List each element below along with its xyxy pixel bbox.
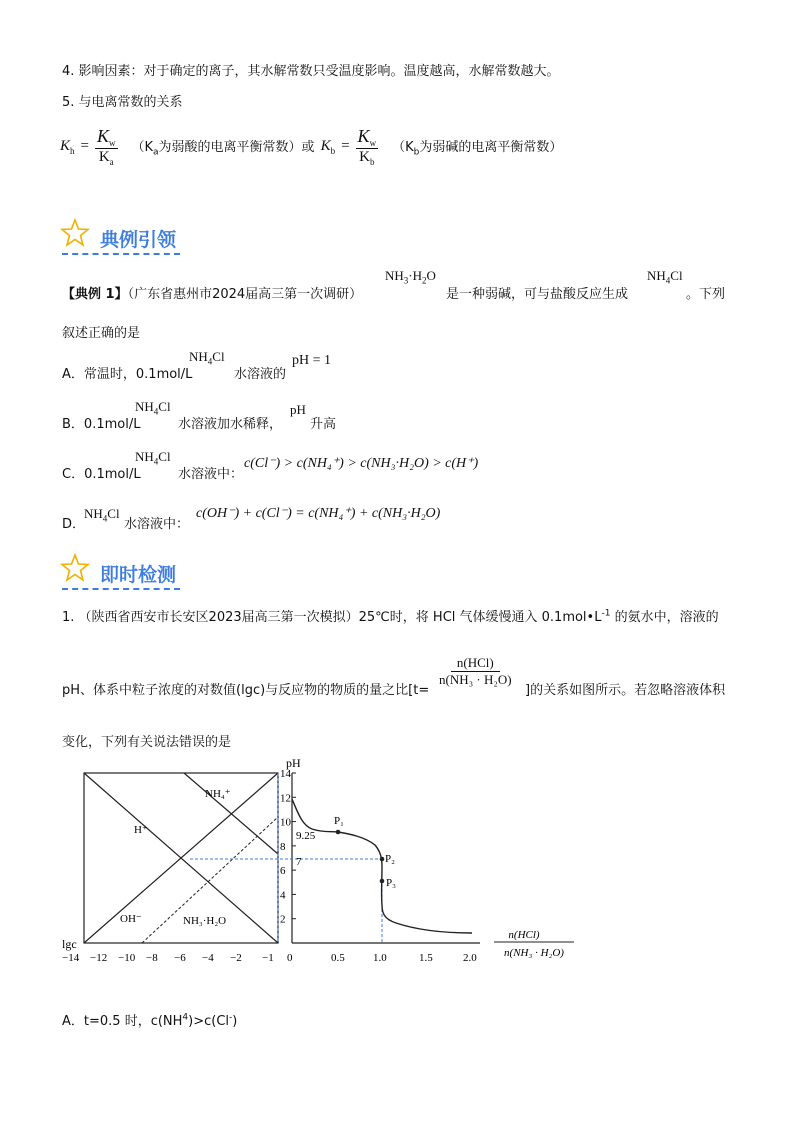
kw-over-kb: $\frac{K_w}{K_b}$ xyxy=(357,126,377,167)
question-1-line-2a: pH、体系中粒子浓度的对数值(lgc)与反应物的物质的量之比[t= xyxy=(62,683,430,698)
question-1-line-2b: ]的关系如图所示。若忽略溶液体积 xyxy=(525,683,726,698)
ratio-tick-label: 0 xyxy=(287,952,293,964)
option-c-formula: $NH_4Cl$ xyxy=(135,449,171,467)
option-c-inequality: c(Cl⁻) > c(NH₄⁺) > c(NH₃·H₂O) > c(H⁺) xyxy=(244,456,479,471)
lgc-label: lgc xyxy=(62,937,77,951)
example-line-2: 叙述正确的是 xyxy=(62,326,141,341)
ph-tick-label: 14 xyxy=(280,768,291,780)
kw-over-ka: $\frac{K_w}{K_a}$ xyxy=(96,126,116,167)
point-p2 xyxy=(380,857,385,862)
star-icon xyxy=(60,553,90,583)
option-b-text: 水溶液加水稀释， xyxy=(178,417,283,432)
option-d-formula: $NH_4Cl$ xyxy=(84,506,120,524)
p1-label: P₁ xyxy=(334,815,344,827)
lgc-tick-label: −6 xyxy=(174,952,186,964)
ph-tick-label: 4 xyxy=(280,889,286,902)
option-c: C．0.1mol/L xyxy=(62,467,141,482)
h-plus-label: H⁺ xyxy=(134,824,148,836)
question-1-line-1: 1. （陕西省西安市长安区2023届高三第一次模拟）25℃时，将 HCl 气体缓慢通入 $0.1mol•L^{-1}$ 的氨水中，溶液的 xyxy=(62,608,719,625)
formula-nh3h2o: $NH_3\cdot H_2O$ xyxy=(385,268,436,286)
question-1-line-3: 变化，下列有关说法错误的是 xyxy=(62,735,232,750)
option-d: D． xyxy=(62,517,86,532)
value-7: 7 xyxy=(296,856,302,868)
star-icon xyxy=(60,218,90,248)
point-4: 4. 影响因素：对于确定的离子，其水解常数只受温度影响。温度越高，水解常数越大。 xyxy=(62,64,560,79)
ph-tick-label: 8 xyxy=(280,840,286,853)
ph-label: pH xyxy=(286,756,301,770)
option-a-ph: pH = 1 xyxy=(292,353,332,368)
example-text-2: 。下列 xyxy=(686,287,726,302)
option-b-end: 升高 xyxy=(310,417,337,432)
formula-nh4cl: $NH_4Cl$ xyxy=(647,268,683,286)
ph-tick-label: 6 xyxy=(280,865,286,878)
ratio-tick-label: 2.0 xyxy=(463,952,477,964)
lgc-tick-label: −8 xyxy=(146,952,158,964)
nh4-label: NH₄⁺ xyxy=(205,788,231,800)
option-a: A．常温时，0.1mol/L xyxy=(62,367,193,382)
lgc-tick-label: −10 xyxy=(118,952,136,964)
option-a-text: 水溶液的 xyxy=(234,367,287,382)
option-b: B．0.1mol/L xyxy=(62,417,141,432)
ratio-label-num: n(HCl) xyxy=(508,929,540,941)
question-1-option-a: A．t=0.5 时，$c(NH^4)>c(Cl^-)$ xyxy=(62,1012,238,1029)
ph-tick-label: 2 xyxy=(280,913,286,926)
point-5: 5. 与电离常数的关系 xyxy=(62,95,183,110)
lgc-tick-label: −2 xyxy=(230,952,242,964)
ratio-label-den: n(NH₃ · H₂O) xyxy=(504,947,564,959)
ph-tick-label: 10 xyxy=(280,816,291,829)
option-b-formula: $NH_4Cl$ xyxy=(135,399,171,417)
section-title-test: 即时检测 xyxy=(100,564,177,586)
ratio-tick-label: 1.5 xyxy=(419,952,433,964)
value-925: 9.25 xyxy=(296,830,316,842)
option-c-text: 水溶液中： xyxy=(178,467,244,482)
point-p3 xyxy=(380,879,385,884)
option-d-text: 水溶液中： xyxy=(124,517,190,532)
section-title-example: 典例引领 xyxy=(100,229,177,251)
p3-label: P₃ xyxy=(386,877,396,889)
t-ratio-fraction: $\frac{\text{n(HCl)}}{\text{n(NH₃ · H₂O)}}$ xyxy=(439,655,512,687)
point-p1 xyxy=(336,830,341,835)
option-d-equation: c(OH⁻) + c(Cl⁻) = c(NH₄⁺) + c(NH₃·H₂O) xyxy=(196,506,441,521)
titration-curve xyxy=(292,799,472,933)
ph-tick-label: 12 xyxy=(280,792,291,805)
lgc-tick-label: −4 xyxy=(202,952,214,964)
oh-label: OH⁻ xyxy=(120,913,142,925)
ph-lgc-graph xyxy=(40,755,600,970)
example-line-1: 【典例 1】（广东省惠州市2024届高三第一次调研） xyxy=(62,287,363,302)
p2-label: P₂ xyxy=(385,853,395,865)
hydrolysis-constant-formula: $K_h$ = $\frac{K_w}{K_a}$ （$K_a$为弱酸的电离平衡常数）或 $K_b$ = $\frac{K_w}{K_b}$ （$K_b$为弱碱的电离平衡常数） xyxy=(60,126,563,167)
example-text-1: 是一种弱碱，可与盐酸反应生成 xyxy=(446,287,629,302)
section-underline xyxy=(62,253,180,255)
lgc-tick-label: −1 xyxy=(262,952,274,964)
ratio-tick-label: 1.0 xyxy=(373,952,387,964)
lgc-tick-label: −12 xyxy=(90,952,108,964)
option-b-ph: pH xyxy=(290,402,306,417)
nh3h2o-label: NH₃·H₂O xyxy=(183,915,227,927)
section-underline xyxy=(62,588,180,590)
ratio-tick-label: 0.5 xyxy=(331,952,345,964)
option-a-formula: $NH_4Cl$ xyxy=(189,349,225,367)
lgc-tick-label: −14 xyxy=(62,952,80,964)
